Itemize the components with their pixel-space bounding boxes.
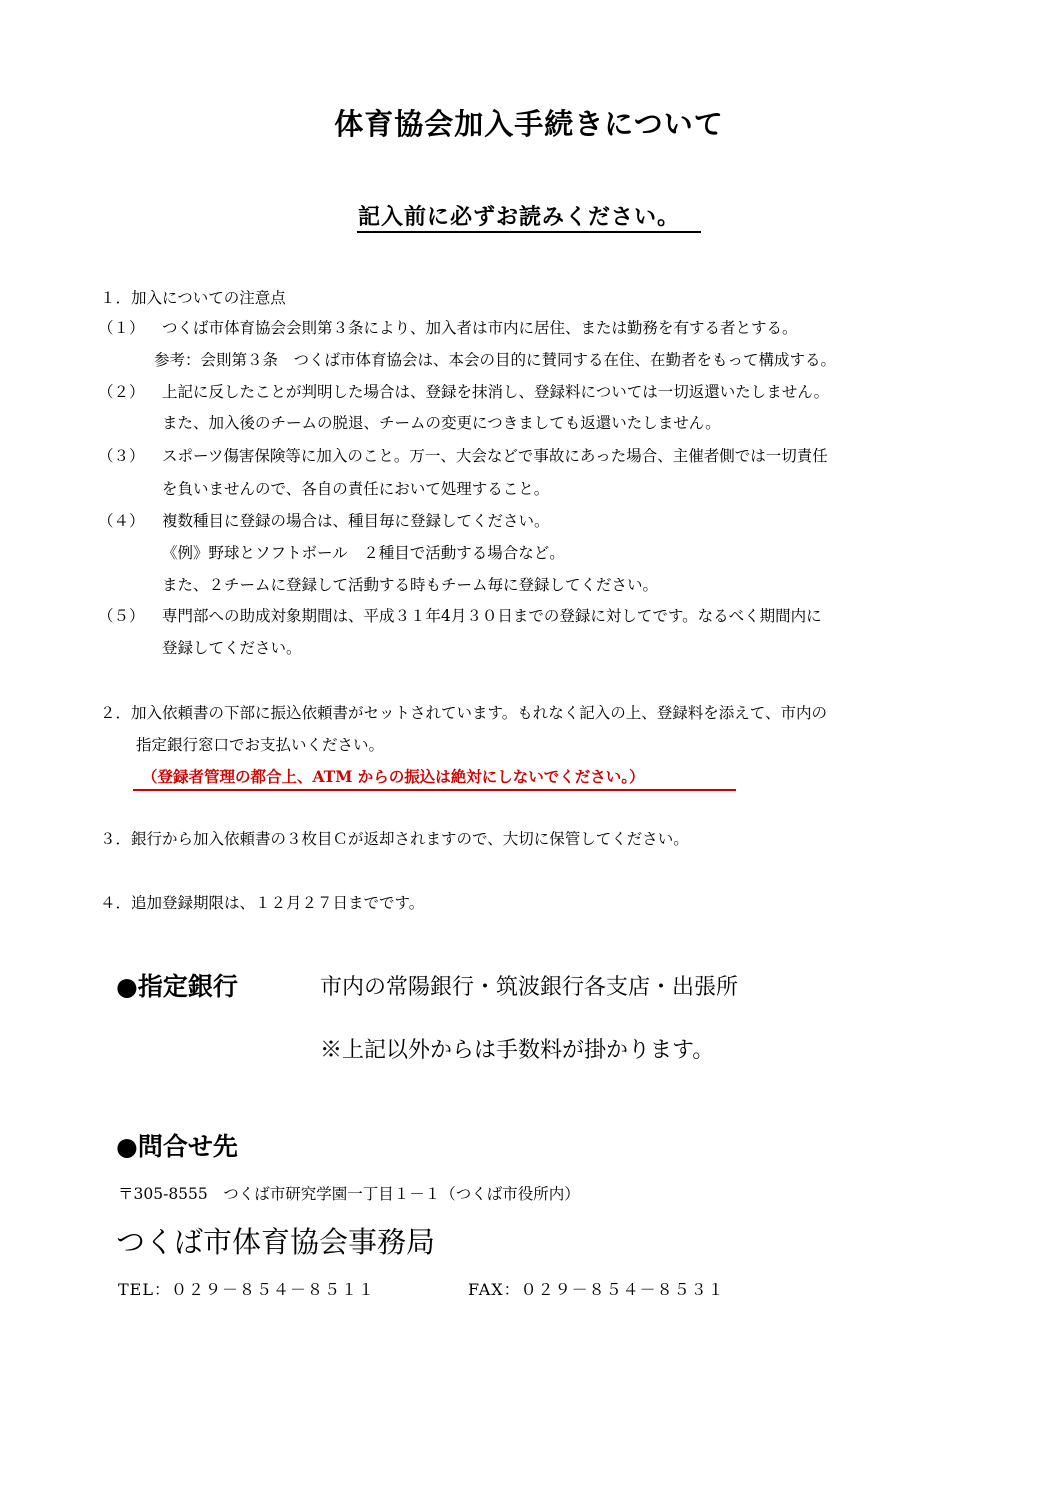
section-3-text: ３．銀行から加入依頼書の３枚目Ｃが返却されますので、大切に保管してください。: [100, 830, 689, 848]
bank-fee-note: ※上記以外からは手数料が掛かります。: [320, 1038, 715, 1063]
item-2-text-line-2: また、加入後のチームの脱退、チームの変更につきましても返還いたしません。: [162, 414, 721, 432]
item-5-number: （５）: [98, 607, 145, 625]
item-4-number: （４）: [98, 512, 145, 530]
item-3-number: （３）: [98, 447, 145, 465]
section-2-line-1: ２．加入依頼書の下部に振込依頼書がセットされています。もれなく記入の上、登録料を添えて、市内の: [100, 704, 827, 722]
contact-heading: ●問合せ先: [116, 1132, 238, 1161]
item-3-text-line-1: スポーツ傷害保険等に加入のこと。万一、大会などで事故にあった場合、主催者側では一切責任: [162, 447, 828, 465]
item-2-text-line-1: 上記に反したことが判明した場合は、登録を抹消し、登録料については一切返還いたしません。: [162, 383, 830, 401]
item-5-text-line-1: 専門部への助成対象期間は、平成３１年4月３０日までの登録に対してです。なるべく期間内に: [162, 607, 822, 625]
subtitle-underline: [357, 231, 701, 233]
section-2-line-2: 指定銀行窓口でお支払いください。: [136, 736, 385, 754]
contact-tel: TEL：０２９－８５４－８５１１: [118, 1280, 375, 1299]
atm-warning-underline: [133, 789, 736, 791]
bank-value: 市内の常陽銀行・筑波銀行各支店・出張所: [320, 975, 739, 1000]
section-4-text: ４．追加登録期限は、１２月２７日までです。: [100, 894, 425, 912]
page-title: 体育協会加入手続きについて: [334, 107, 724, 141]
item-4-text-line-3: また、２チームに登録して活動する時もチーム毎に登録してください。: [162, 576, 659, 594]
item-5-text-line-2: 登録してください。: [162, 639, 302, 657]
item-1-text: つくば市体育協会会則第３条により、加入者は市内に居住、または勤務を有する者とする。: [162, 319, 798, 337]
item-4-text-line-1: 複数種目に登録の場合は、種目毎に登録してください。: [162, 512, 550, 530]
contact-fax: FAX：０２９－８５４－８５３１: [468, 1280, 725, 1299]
section-1-heading: １．加入についての注意点: [100, 289, 286, 307]
item-3-text-line-2: を負いませんので、各自の責任において処理すること。: [162, 480, 550, 498]
item-2-number: （２）: [98, 383, 145, 401]
contact-address: 〒305-8555 つくば市研究学園一丁目１－１（つくば市役所内）: [118, 1185, 580, 1203]
item-1-reference: 参考：会則第３条 つくば市体育協会は、本会の目的に賛同する在住、在勤者をもって構成する。: [154, 351, 837, 369]
item-4-example: 《例》野球とソフトボール ２種目で活動する場合など。: [162, 544, 565, 562]
contact-office: つくば市体育協会事務局: [116, 1225, 436, 1259]
atm-warning: （登録者管理の都合上、ATM からの振込は絶対にしないでください。）: [142, 767, 645, 786]
page-subtitle: 記入前に必ずお読みください。: [358, 205, 681, 230]
item-1-number: （１）: [98, 319, 145, 337]
bank-heading: ●指定銀行: [116, 972, 238, 1001]
